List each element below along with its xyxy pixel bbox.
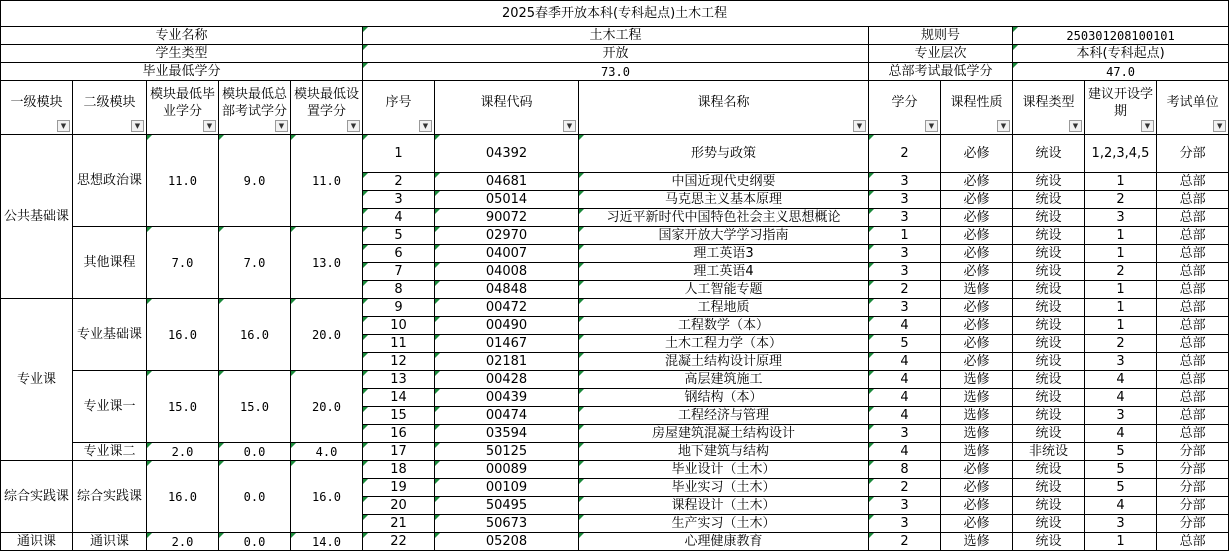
hq-exam-label: 总部考试最低学分 [869, 63, 1013, 81]
header-suggested-term: 建议开设学期 ▼ [1085, 81, 1157, 135]
course-code-cell[interactable]: 01467 [435, 335, 579, 353]
student-type-label: 学生类型 [1, 45, 363, 63]
course-name-cell[interactable]: 工程地质 [579, 299, 869, 317]
exam-unit-cell[interactable]: 总部 [1157, 317, 1229, 335]
suggested-term-cell[interactable]: 1 [1085, 227, 1157, 245]
seq-cell[interactable]: 17 [363, 443, 435, 461]
header-min-grad-credit: 模块最低毕业学分 ▼ [147, 81, 219, 135]
credit-cell[interactable]: 2 [869, 135, 941, 173]
suggested-term-cell[interactable]: 1 [1085, 281, 1157, 299]
hq-exam-value[interactable]: 47.0 [1013, 63, 1229, 81]
sheet-title: 2025春季开放本科(专科起点)土木工程 [1, 1, 1229, 27]
course-type-cell[interactable]: 统设 [1013, 497, 1085, 515]
exam-unit-cell[interactable]: 总部 [1157, 353, 1229, 371]
course-nature-cell[interactable]: 必修 [941, 135, 1013, 173]
seq-cell[interactable]: 13 [363, 371, 435, 389]
course-nature-cell[interactable]: 必修 [941, 245, 1013, 263]
course-code-cell[interactable]: 02181 [435, 353, 579, 371]
credit-cell[interactable]: 3 [869, 245, 941, 263]
credit-cell[interactable]: 3 [869, 299, 941, 317]
course-nature-cell[interactable]: 必修 [941, 317, 1013, 335]
exam-unit-cell[interactable]: 总部 [1157, 335, 1229, 353]
header-course-name: 课程名称 ▼ [579, 81, 869, 135]
course-nature-cell[interactable]: 必修 [941, 497, 1013, 515]
course-code-cell[interactable]: 05014 [435, 191, 579, 209]
exam-unit-cell[interactable]: 总部 [1157, 389, 1229, 407]
credit-cell[interactable]: 3 [869, 425, 941, 443]
course-type-cell[interactable]: 统设 [1013, 407, 1085, 425]
seq-cell[interactable]: 20 [363, 497, 435, 515]
seq-cell[interactable]: 12 [363, 353, 435, 371]
exam-unit-cell[interactable]: 分部 [1157, 515, 1229, 533]
module-min-grad-credit[interactable]: 16.0 [147, 461, 219, 533]
module-min-set-credit[interactable]: 16.0 [291, 461, 363, 533]
course-type-cell[interactable]: 统设 [1013, 533, 1085, 551]
suggested-term-cell[interactable]: 3 [1085, 407, 1157, 425]
seq-cell[interactable]: 2 [363, 173, 435, 191]
module-min-hq-credit[interactable]: 9.0 [219, 135, 291, 227]
course-nature-cell[interactable]: 选修 [941, 389, 1013, 407]
exam-unit-cell[interactable]: 分部 [1157, 135, 1229, 173]
filter-dropdown-icon[interactable]: ▼ [131, 120, 144, 132]
course-code-cell[interactable]: 50125 [435, 443, 579, 461]
credit-cell[interactable]: 3 [869, 209, 941, 227]
filter-dropdown-icon[interactable]: ▼ [203, 120, 216, 132]
seq-cell[interactable]: 19 [363, 479, 435, 497]
course-type-cell[interactable]: 统设 [1013, 281, 1085, 299]
module-min-grad-credit[interactable]: 2.0 [147, 533, 219, 551]
course-nature-cell[interactable]: 必修 [941, 353, 1013, 371]
level1-module-cell[interactable]: 通识课 [1, 533, 73, 551]
course-code-cell[interactable]: 04392 [435, 135, 579, 173]
course-type-cell[interactable]: 统设 [1013, 209, 1085, 227]
course-nature-cell[interactable]: 选修 [941, 533, 1013, 551]
seq-cell[interactable]: 4 [363, 209, 435, 227]
course-nature-cell[interactable]: 选修 [941, 371, 1013, 389]
seq-cell[interactable]: 21 [363, 515, 435, 533]
course-name-cell[interactable]: 地下建筑与结构 [579, 443, 869, 461]
module-min-grad-credit[interactable]: 16.0 [147, 299, 219, 371]
header-min-set-credit: 模块最低设置学分 ▼ [291, 81, 363, 135]
course-nature-cell[interactable]: 必修 [941, 461, 1013, 479]
course-type-cell[interactable]: 统设 [1013, 371, 1085, 389]
filter-dropdown-icon[interactable]: ▼ [997, 120, 1010, 132]
course-nature-cell[interactable]: 必修 [941, 263, 1013, 281]
suggested-term-cell[interactable]: 1,2,3,4,5 [1085, 135, 1157, 173]
course-type-cell[interactable]: 统设 [1013, 173, 1085, 191]
course-type-cell[interactable]: 统设 [1013, 389, 1085, 407]
credit-cell[interactable]: 3 [869, 263, 941, 281]
table-row [1, 533, 1229, 551]
suggested-term-cell[interactable]: 4 [1085, 389, 1157, 407]
credit-cell[interactable]: 3 [869, 191, 941, 209]
seq-cell[interactable]: 11 [363, 335, 435, 353]
level-value[interactable]: 本科(专科起点) [1013, 45, 1229, 63]
suggested-term-cell[interactable]: 1 [1085, 299, 1157, 317]
filter-dropdown-icon[interactable]: ▼ [419, 120, 432, 132]
exam-unit-cell[interactable]: 总部 [1157, 371, 1229, 389]
filter-dropdown-icon[interactable]: ▼ [347, 120, 360, 132]
suggested-term-cell[interactable]: 2 [1085, 335, 1157, 353]
exam-unit-cell[interactable]: 总部 [1157, 245, 1229, 263]
rule-label: 规则号 [869, 27, 1013, 45]
course-nature-cell[interactable]: 必修 [941, 299, 1013, 317]
suggested-term-cell[interactable]: 1 [1085, 533, 1157, 551]
level1-module-cell[interactable]: 专业课 [1, 299, 73, 461]
suggested-term-cell[interactable]: 4 [1085, 371, 1157, 389]
seq-cell[interactable]: 3 [363, 191, 435, 209]
module-min-hq-credit[interactable]: 15.0 [219, 371, 291, 443]
level2-module-cell[interactable]: 通识课 [73, 533, 147, 551]
module-min-set-credit[interactable]: 20.0 [291, 299, 363, 371]
exam-unit-cell[interactable]: 分部 [1157, 443, 1229, 461]
module-min-grad-credit[interactable]: 7.0 [147, 227, 219, 299]
exam-unit-cell[interactable]: 总部 [1157, 281, 1229, 299]
level2-module-cell[interactable]: 专业课一 [73, 371, 147, 443]
module-min-hq-credit[interactable]: 0.0 [219, 443, 291, 461]
course-code-cell[interactable]: 04007 [435, 245, 579, 263]
module-min-grad-credit[interactable]: 2.0 [147, 443, 219, 461]
filter-dropdown-icon[interactable]: ▼ [1069, 120, 1082, 132]
min-credit-label: 毕业最低学分 [1, 63, 363, 81]
course-nature-cell[interactable]: 选修 [941, 443, 1013, 461]
course-code-cell[interactable]: 00474 [435, 407, 579, 425]
module-min-set-credit[interactable]: 11.0 [291, 135, 363, 227]
module-min-hq-credit[interactable]: 0.0 [219, 533, 291, 551]
level2-module-cell[interactable]: 专业课二 [73, 443, 147, 461]
header-course-nature: 课程性质 ▼ [941, 81, 1013, 135]
exam-unit-cell[interactable]: 总部 [1157, 425, 1229, 443]
course-nature-cell[interactable]: 必修 [941, 479, 1013, 497]
course-code-cell[interactable]: 00490 [435, 317, 579, 335]
credit-cell[interactable]: 8 [869, 461, 941, 479]
exam-unit-cell[interactable]: 总部 [1157, 173, 1229, 191]
course-nature-cell[interactable]: 选修 [941, 281, 1013, 299]
course-name-cell[interactable]: 混凝土结构设计原理 [579, 353, 869, 371]
major-value[interactable]: 土木工程 [363, 27, 869, 45]
header-exam-unit: 考试单位 ▼ [1157, 81, 1229, 135]
level1-module-cell[interactable]: 综合实践课 [1, 461, 73, 533]
course-type-cell[interactable]: 统设 [1013, 299, 1085, 317]
suggested-term-cell[interactable]: 2 [1085, 263, 1157, 281]
seq-cell[interactable]: 10 [363, 317, 435, 335]
header-level1-module: 一级模块 ▼ [1, 81, 73, 135]
exam-unit-cell[interactable]: 总部 [1157, 299, 1229, 317]
course-type-cell[interactable]: 统设 [1013, 191, 1085, 209]
module-min-set-credit[interactable]: 13.0 [291, 227, 363, 299]
major-label: 专业名称 [1, 27, 363, 45]
course-type-cell[interactable]: 统设 [1013, 425, 1085, 443]
filter-dropdown-icon[interactable]: ▼ [1213, 120, 1226, 132]
course-name-cell[interactable]: 心理健康教育 [579, 533, 869, 551]
credit-cell[interactable]: 3 [869, 497, 941, 515]
header-min-hq-exam-credit: 模块最低总部考试学分 ▼ [219, 81, 291, 135]
suggested-term-cell[interactable]: 3 [1085, 515, 1157, 533]
credit-cell[interactable]: 1 [869, 227, 941, 245]
suggested-term-cell[interactable]: 1 [1085, 173, 1157, 191]
header-credit: 学分 ▼ [869, 81, 941, 135]
course-type-cell[interactable]: 统设 [1013, 135, 1085, 173]
credit-cell[interactable]: 2 [869, 479, 941, 497]
course-code-cell[interactable]: 00439 [435, 389, 579, 407]
seq-cell[interactable]: 7 [363, 263, 435, 281]
credit-cell[interactable]: 4 [869, 371, 941, 389]
credit-cell[interactable]: 3 [869, 173, 941, 191]
level2-module-cell[interactable]: 综合实践课 [73, 461, 147, 533]
credit-cell[interactable]: 4 [869, 353, 941, 371]
table-row [1, 443, 1229, 461]
course-code-cell[interactable]: 90072 [435, 209, 579, 227]
course-type-cell[interactable]: 统设 [1013, 317, 1085, 335]
course-name-cell[interactable]: 土木工程力学（本） [579, 335, 869, 353]
course-name-cell[interactable]: 中国近现代史纲要 [579, 173, 869, 191]
level2-module-cell[interactable]: 思想政治课 [73, 135, 147, 227]
course-nature-cell[interactable]: 选修 [941, 407, 1013, 425]
course-type-cell[interactable]: 统设 [1013, 353, 1085, 371]
module-min-grad-credit[interactable]: 11.0 [147, 135, 219, 227]
course-code-cell[interactable]: 04008 [435, 263, 579, 281]
exam-unit-cell[interactable]: 分部 [1157, 497, 1229, 515]
filter-dropdown-icon[interactable]: ▼ [853, 120, 866, 132]
course-nature-cell[interactable]: 必修 [941, 191, 1013, 209]
course-name-cell[interactable]: 毕业实习（土木） [579, 479, 869, 497]
seq-cell[interactable]: 22 [363, 533, 435, 551]
course-name-cell[interactable]: 毕业设计（土木） [579, 461, 869, 479]
seq-cell[interactable]: 1 [363, 135, 435, 173]
course-type-cell[interactable]: 统设 [1013, 461, 1085, 479]
course-nature-cell[interactable]: 必修 [941, 335, 1013, 353]
course-name-cell[interactable]: 生产实习（土木） [579, 515, 869, 533]
course-name-cell[interactable]: 房屋建筑混凝土结构设计 [579, 425, 869, 443]
credit-cell[interactable]: 4 [869, 389, 941, 407]
seq-cell[interactable]: 9 [363, 299, 435, 317]
course-nature-cell[interactable]: 选修 [941, 425, 1013, 443]
course-type-cell[interactable]: 统设 [1013, 227, 1085, 245]
course-name-cell[interactable]: 习近平新时代中国特色社会主义思想概论 [579, 209, 869, 227]
course-name-cell[interactable]: 形势与政策 [579, 135, 869, 173]
course-code-cell[interactable]: 04681 [435, 173, 579, 191]
course-code-cell[interactable]: 00109 [435, 479, 579, 497]
course-name-cell[interactable]: 高层建筑施工 [579, 371, 869, 389]
student-type-value[interactable]: 开放 [363, 45, 869, 63]
module-min-grad-credit[interactable]: 15.0 [147, 371, 219, 443]
credit-cell[interactable]: 4 [869, 443, 941, 461]
filter-dropdown-icon[interactable]: ▼ [563, 120, 576, 132]
seq-cell[interactable]: 14 [363, 389, 435, 407]
exam-unit-cell[interactable]: 总部 [1157, 263, 1229, 281]
suggested-term-cell[interactable]: 3 [1085, 209, 1157, 227]
seq-cell[interactable]: 5 [363, 227, 435, 245]
suggested-term-cell[interactable]: 1 [1085, 317, 1157, 335]
course-nature-cell[interactable]: 必修 [941, 515, 1013, 533]
course-code-cell[interactable]: 05208 [435, 533, 579, 551]
course-name-cell[interactable]: 理工英语4 [579, 263, 869, 281]
level2-module-cell[interactable]: 专业基础课 [73, 299, 147, 371]
course-name-cell[interactable]: 工程经济与管理 [579, 407, 869, 425]
exam-unit-cell[interactable]: 总部 [1157, 407, 1229, 425]
module-min-set-credit[interactable]: 20.0 [291, 371, 363, 443]
suggested-term-cell[interactable]: 4 [1085, 425, 1157, 443]
suggested-term-cell[interactable]: 5 [1085, 461, 1157, 479]
table-row [1, 227, 1229, 245]
course-type-cell[interactable]: 统设 [1013, 515, 1085, 533]
course-name-cell[interactable]: 工程数学（本） [579, 317, 869, 335]
level1-module-cell[interactable]: 公共基础课 [1, 135, 73, 299]
filter-dropdown-icon[interactable]: ▼ [925, 120, 938, 132]
course-code-cell[interactable]: 00089 [435, 461, 579, 479]
credit-cell[interactable]: 5 [869, 335, 941, 353]
credit-cell[interactable]: 4 [869, 317, 941, 335]
suggested-term-cell[interactable]: 3 [1085, 353, 1157, 371]
course-name-cell[interactable]: 理工英语3 [579, 245, 869, 263]
suggested-term-cell[interactable]: 5 [1085, 479, 1157, 497]
exam-unit-cell[interactable]: 总部 [1157, 209, 1229, 227]
course-code-cell[interactable]: 02970 [435, 227, 579, 245]
course-name-cell[interactable]: 国家开放大学学习指南 [579, 227, 869, 245]
level2-module-cell[interactable]: 其他课程 [73, 227, 147, 299]
course-type-cell[interactable]: 统设 [1013, 263, 1085, 281]
course-code-cell[interactable]: 50495 [435, 497, 579, 515]
module-min-hq-credit[interactable]: 0.0 [219, 461, 291, 533]
rule-value[interactable]: 250301208100101 [1013, 27, 1229, 45]
credit-cell[interactable]: 2 [869, 533, 941, 551]
seq-cell[interactable]: 18 [363, 461, 435, 479]
course-code-cell[interactable]: 00472 [435, 299, 579, 317]
header-course-code: 课程代码 ▼ [435, 81, 579, 135]
suggested-term-cell[interactable]: 1 [1085, 245, 1157, 263]
header-level2-module: 二级模块 ▼ [73, 81, 147, 135]
min-credit-value[interactable]: 73.0 [363, 63, 869, 81]
course-code-cell[interactable]: 03594 [435, 425, 579, 443]
course-nature-cell[interactable]: 必修 [941, 227, 1013, 245]
seq-cell[interactable]: 15 [363, 407, 435, 425]
course-nature-cell[interactable]: 必修 [941, 209, 1013, 227]
suggested-term-cell[interactable]: 5 [1085, 443, 1157, 461]
exam-unit-cell[interactable]: 总部 [1157, 533, 1229, 551]
course-type-cell[interactable]: 统设 [1013, 479, 1085, 497]
table-row [1, 461, 1229, 479]
table-row [1, 371, 1229, 389]
level-label: 专业层次 [869, 45, 1013, 63]
exam-unit-cell[interactable]: 分部 [1157, 461, 1229, 479]
header-course-type: 课程类型 ▼ [1013, 81, 1085, 135]
suggested-term-cell[interactable]: 2 [1085, 191, 1157, 209]
exam-unit-cell[interactable]: 总部 [1157, 191, 1229, 209]
module-min-set-credit[interactable]: 14.0 [291, 533, 363, 551]
table-row [1, 299, 1229, 317]
module-min-hq-credit[interactable]: 16.0 [219, 299, 291, 371]
seq-cell[interactable]: 6 [363, 245, 435, 263]
module-min-set-credit[interactable]: 4.0 [291, 443, 363, 461]
credit-cell[interactable]: 2 [869, 281, 941, 299]
course-type-cell[interactable]: 非统设 [1013, 443, 1085, 461]
course-type-cell[interactable]: 统设 [1013, 245, 1085, 263]
exam-unit-cell[interactable]: 分部 [1157, 479, 1229, 497]
course-name-cell[interactable]: 课程设计（土木） [579, 497, 869, 515]
course-name-cell[interactable]: 钢结构（本） [579, 389, 869, 407]
filter-dropdown-icon[interactable]: ▼ [1141, 120, 1154, 132]
filter-dropdown-icon[interactable]: ▼ [275, 120, 288, 132]
table-row [1, 135, 1229, 173]
seq-cell[interactable]: 16 [363, 425, 435, 443]
course-code-cell[interactable]: 04848 [435, 281, 579, 299]
seq-cell[interactable]: 8 [363, 281, 435, 299]
filter-dropdown-icon[interactable]: ▼ [57, 120, 70, 132]
exam-unit-cell[interactable]: 总部 [1157, 227, 1229, 245]
suggested-term-cell[interactable]: 4 [1085, 497, 1157, 515]
course-name-cell[interactable]: 人工智能专题 [579, 281, 869, 299]
course-code-cell[interactable]: 00428 [435, 371, 579, 389]
credit-cell[interactable]: 3 [869, 515, 941, 533]
credit-cell[interactable]: 4 [869, 407, 941, 425]
course-code-cell[interactable]: 50673 [435, 515, 579, 533]
course-nature-cell[interactable]: 必修 [941, 173, 1013, 191]
module-min-hq-credit[interactable]: 7.0 [219, 227, 291, 299]
header-seq: 序号 ▼ [363, 81, 435, 135]
course-name-cell[interactable]: 马克思主义基本原理 [579, 191, 869, 209]
course-type-cell[interactable]: 统设 [1013, 335, 1085, 353]
